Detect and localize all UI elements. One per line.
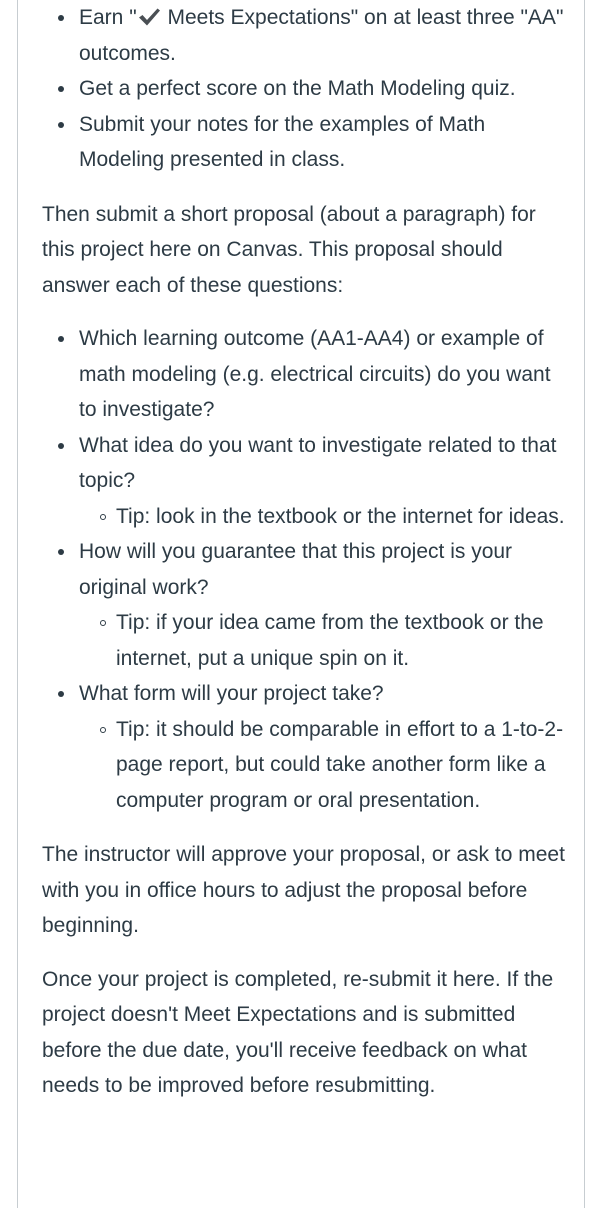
requirement-text: Submit your notes for the examples of Math Modeling presented in class.: [79, 112, 486, 171]
resubmit-paragraph: Once your project is completed, re-submit it here. If the project doesn't Meet Expectations and is submitted before the due date, you'll receive feedback on what needs to be improved before resubmitting.: [42, 967, 554, 1097]
tip-list: [79, 499, 572, 535]
requirement-text: Get a perfect score on the Math Modeling quiz.: [79, 77, 516, 100]
bullet-circle-icon: [100, 514, 106, 520]
bullet-disc-icon: [58, 86, 64, 92]
question-item: [42, 534, 572, 676]
question-text: What form will your project take?: [79, 682, 384, 705]
bullet-disc-icon: [58, 443, 64, 449]
tip-item: [79, 499, 572, 535]
tip-item: [79, 712, 572, 819]
checkmark-icon: [137, 7, 161, 27]
requirement-item: [42, 107, 572, 178]
tip-text: Tip: it should be comparable in effort to a 1-to-2-page report, but could take another form like a computer program or oral presentation.: [116, 717, 564, 812]
tip-list: [79, 712, 572, 819]
requirement-item: [42, 71, 572, 107]
requirements-list: [42, 0, 572, 178]
bullet-disc-icon: [58, 549, 64, 555]
tip-text: Tip: look in the textbook or the internet for ideas.: [116, 504, 565, 528]
bullet-circle-icon: [100, 620, 106, 626]
question-item: [42, 321, 572, 428]
requirement-prefix: Earn ": [79, 6, 137, 29]
tip-item: [79, 605, 572, 676]
proposal-questions-list: [42, 321, 572, 818]
proposal-intro-paragraph: Then submit a short proposal (about a paragraph) for this project here on Canvas. This proposal should answer each of these questions:: [42, 202, 536, 297]
question-text: Which learning outcome (AA1-AA4) or example of math modeling (e.g. electrical circuits) do you want to investigate?: [79, 327, 551, 421]
assignment-description: [42, 0, 572, 1104]
tip-list: [79, 605, 572, 676]
bullet-disc-icon: [58, 691, 64, 697]
approval-paragraph: The instructor will approve your proposal, or ask to meet with you in office hours to adjust the proposal before beginning.: [42, 843, 565, 937]
bullet-disc-icon: [58, 15, 64, 21]
question-item: [42, 676, 572, 818]
question-text: How will you guarantee that this project is your original work?: [79, 540, 513, 599]
bullet-circle-icon: [100, 727, 106, 733]
question-item: [42, 428, 572, 535]
question-text: What idea do you want to investigate related to that topic?: [79, 433, 557, 492]
bullet-disc-icon: [58, 122, 64, 128]
bullet-disc-icon: [58, 336, 64, 342]
requirement-suffix: Meets Expectations" on at least three "AA" outcomes.: [79, 6, 564, 65]
tip-text: Tip: if your idea came from the textbook or the internet, put a unique spin on it.: [116, 611, 544, 670]
requirement-item: [42, 0, 572, 71]
assignment-description-panel: [17, 0, 585, 1208]
